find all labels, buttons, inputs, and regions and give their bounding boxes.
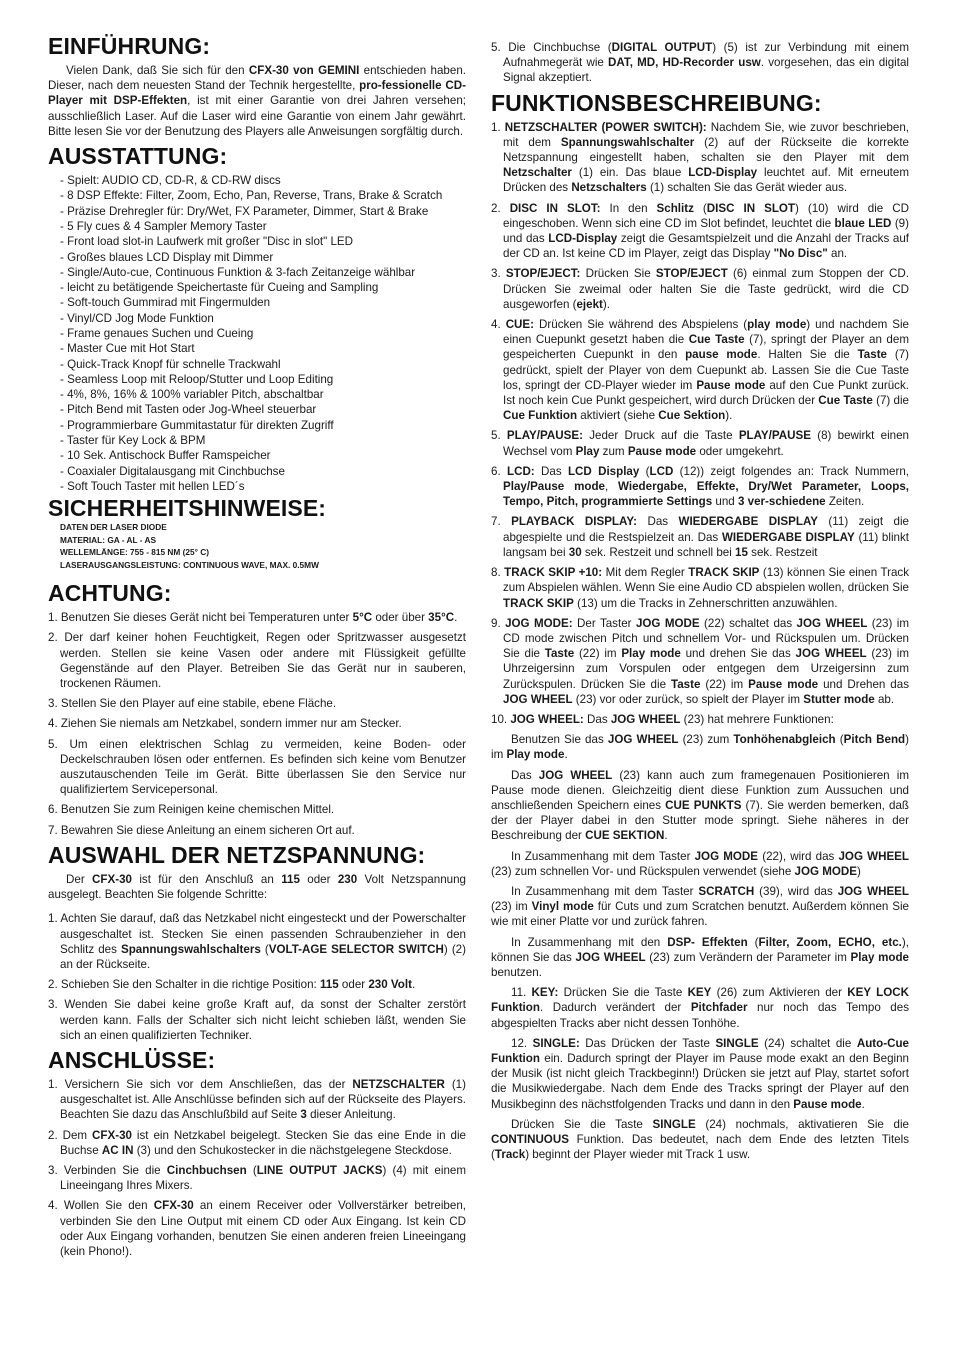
voltage-list: [48, 911, 466, 1043]
list-item: 3. STOP/EJECT: Drücken Sie STOP/EJECT (6) einmal zum Stoppen der CD. Drücken Sie zweimal oder halten Sie die Taste gedrückt, wird die CD ausgeworfen (ejekt).: [491, 267, 910, 311]
list-item: 10. JOG WHEEL: Das JOG WHEEL (23) hat mehrere Funktionen:: [491, 712, 834, 726]
list-item: - 4%, 8%, 16% & 100% variabler Pitch, abschaltbar: [60, 388, 324, 402]
list-item: 4. Ziehen Sie niemals am Netzkabel, sondern immer nur am Stecker.: [48, 717, 402, 731]
list-item: - Präzise Drehregler für: Dry/Wet, FX Parameter, Dimmer, Start & Brake: [60, 204, 429, 218]
right-column: [491, 40, 909, 1167]
list-item: 4. Wollen Sie den CFX-30 an einem Receiver oder Vollverstärker betreiben, verbinden Sie den Line Output mit einem CD oder Aux Eingang. Ist kein CD oder Aux Eingang vorhanden, benutzen Sie einen anderen freien Lineeingang (kein Phono!).: [48, 1199, 466, 1258]
list-item: 9. JOG MODE: Der Taster JOG MODE (22) schaltet das JOG WHEEL (23) im CD mode zwischen Pitch und schnellem Vor- und Rückspulen um. Drücken Sie die Taste (22) im Play mode und drehen Sie das JOG WHEEL (23) im Uhrzeigersinn zum Vorspulen oder entgegen dem Urzeigersinn zum Zurückspulen. Drücken Sie die Taste (22) im Pause mode und Drehen das JOG WHEEL (23) vor oder zurück, so spielt der Player im Stutter mode ab.: [491, 616, 910, 706]
laser-line: MATERIAL: GA - AL - AS: [60, 534, 157, 545]
paragraph: In Zusammenhang mit dem Taster SCRATCH (39), wird das JOG WHEEL (23) im Vinyl mode für Cuts und zum Scratchen benutzt. Außerdem können Sie wie mit einer Platte vor und zurück fahren.: [491, 884, 909, 929]
paragraph: 11. KEY: Drücken Sie die Taste KEY (26) zum Aktivieren der KEY LOCK Funktion. Dadurch verändert der Pitchfader nur noch das Tempo des abgespielten Tracks aber nicht dessen Tonhöhe.: [491, 986, 909, 1030]
list-item: - Vinyl/CD Jog Mode Funktion: [60, 311, 214, 325]
list-item: 1. Benutzen Sie dieses Gerät nicht bei Temperaturen unter 5°C oder über 35°C.: [48, 611, 458, 625]
features-list: [60, 173, 466, 494]
list-item: 1. Versichern Sie sich vor dem Anschließen, das der NETZSCHALTER (1) ausgeschaltet ist. Alle Anschlüsse befinden sich auf der Rückseite des Players. Beachten Sie dazu das Anschlußbild auf Seite 3 dieser Anleitung.: [48, 1077, 466, 1122]
intro-heading: EINFÜHRUNG:: [48, 33, 211, 59]
paragraph: In Zusammenhang mit den DSP- Effekten (Filter, Zoom, ECHO, etc.), können Sie das JOG WHEEL (23) zum Verändern der Parameter im Play mode benutzen.: [491, 935, 910, 979]
paragraph: Benutzen Sie das JOG WHEEL (23) zum Tonhöhenabgleich (Pitch Bend) im Play mode.: [491, 733, 909, 762]
list-item: 7. PLAYBACK DISPLAY: Das WIEDERGABE DISPLAY (11) zeigt die abgespielte und die Restspielzeit an. Das WIEDERGABE DISPLAY (11) blinkt langsam bei 30 sek. Restzeit und schnell bei 15 sek. Restzeit: [491, 515, 909, 559]
list-item: - 10 Sek. Antischock Buffer Ramspeicher: [60, 449, 271, 463]
list-item: - Frame genaues Suchen und Cueing: [60, 326, 254, 340]
laser-line: DATEN DER LASER DIODE: [60, 522, 167, 533]
caution-list: [48, 610, 466, 838]
list-item: 5. Die Cinchbuchse (DIGITAL OUTPUT) (5) ist zur Verbindung mit einem Aufnahmegerät wie DAT, MD, HD-Recorder usw. vorgesehen, das ein digital Signal akzeptiert.: [491, 41, 910, 85]
list-item: 4. CUE: Drücken Sie während des Abspielens (play mode) und nachdem Sie einen Cuepunkt gesetzt haben die Cue Taste (7), springt der Player an dem gespeicherten Cuepunkt in den pause mode. Halten Sie die Taste (7) gedrückt, spielt der Player von dem Cuepunkt ab. Lassen Sie die Cue Taste los, springt der CD-Player wieder im Pause mode auf den Cue Punkt zurück. Ist noch kein Cue Punkt gespeichert, wird durch Drücken der Cue Taste (7) die Cue Funktion aktiviert (siehe Cue Sektion).: [491, 318, 909, 423]
list-item: 5. Um einen elektrischen Schlag zu vermeiden, keine Boden- oder Deckelschrauben lösen oder entfernen. Es befinden sich keine vom Benutzer auszutauschenden Teile im Gerät. Bitte überlassen Sie den Service nur qualifiziertem Servicepersonal.: [48, 737, 466, 797]
laser-line: WELLEMLÄNGE: 755 - 815 NM (25° C): [60, 547, 209, 558]
voltage-heading: AUSWAHL DER NETZSPANNUNG:: [48, 841, 426, 868]
list-item: - Single/Auto-cue, Continuous Funktion & 3-fach Zeitanzeige wählbar: [60, 265, 416, 279]
safety-heading: SICHERHEITSHINWEISE:: [48, 495, 327, 522]
list-item: 7. Bewahren Sie diese Anleitung an einem sicheren Ort auf.: [48, 823, 355, 837]
connections-heading: ANSCHLÜSSE:: [48, 1046, 216, 1073]
intro-text: Vielen Dank, daß Sie sich für den CFX-30 von GEMINI entschieden haben. Dieser, nach dem neuesten Stand der Technik hergestellte, pro-fessionelle CD-Player mit DSP-Effekten, ist mit einer Garantie von drei Jahren versehen; ausschließlich Laser. Auf die Laser wird eine Garantie von einem Jahr gewährt. Bitte lesen Sie vor der Benutzung des Players alle Anweisungen sorgfältig durch.: [48, 64, 466, 138]
list-item: - Programmierbare Gummitastatur für direkten Zugriff: [60, 418, 334, 432]
functions-paras: [491, 732, 909, 1162]
list-item: 5. PLAY/PAUSE: Jeder Druck auf die Taste PLAY/PAUSE (8) bewirkt einen Wechsel vom Play zum Pause mode oder umgekehrt.: [491, 429, 909, 458]
list-item: 2. Schieben Sie den Schalter in die richtige Position: 115 oder 230 Volt.: [48, 978, 416, 992]
connections-list-left: [48, 1077, 466, 1259]
list-item: - Front load slot-in Laufwerk mit großer "Disc in slot" LED: [60, 235, 354, 249]
left-column: [48, 34, 466, 1264]
list-item: - 5 Fly cues & 4 Sampler Memory Taster: [60, 219, 267, 233]
laser-line: LASERAUSGANGSLEISTUNG: CONTINUOUS WAVE, MAX. 0.5MW: [60, 559, 319, 570]
paragraph: 12. SINGLE: Das Drücken der Taste SINGLE (24) schaltet die Auto-Cue Funktion ein. Dadurch springt der Player im Pause mode exakt an den Beginn der Musik (ist nicht gleich Trackbeginn!) Drücken sie jetzt auf Play, startet sofort die Musikwiedergabe. Nach dem Ende des Tracks springt der Player auf den Musikbeginn des nächstfolgenden Tracks und dann in den Pause mode.: [491, 1036, 910, 1111]
list-item: 2. DISC IN SLOT: In den Schlitz (DISC IN SLOT) (10) wird die CD eingeschoben. Wenn sich eine CD im Slot befindet, leuchtet die blaue LED (9) und das LCD-Display zeigt die Gesamtspielzeit und die Anzahl der Tracks auf der CD an. Ist keine CD im Player, zeigt das Display "No Disc" an.: [491, 201, 910, 261]
list-item: 1. NETZSCHALTER (POWER SWITCH): Nachdem Sie, wie zuvor beschrieben, mit dem Spannungswahlschalter (2) auf der Rückseite die korrekte Netzspannung eingestellt haben, schalten sie den Player mit dem Netzschalter (1) ein. Das blaue LCD-Display leuchtet auf. Mit erneutem Drücken des Netzschalters (1) schalten Sie das Gerät wieder aus.: [491, 120, 910, 195]
list-item: - 8 DSP Effekte: Filter, Zoom, Echo, Pan, Reverse, Trans, Brake & Scratch: [60, 189, 443, 203]
list-item: 3. Wenden Sie dabei keine große Kraft auf, da sonst der Schalter zerstört werden kann. Falls der Schalter sich nicht leicht schieben läßt, wenden Sie sich an einen qualifizierten Techniker.: [48, 998, 466, 1042]
list-item: - leicht zu betätigende Speichertaste für Cueing and Sampling: [60, 281, 379, 295]
features-heading: AUSSTATTUNG:: [48, 143, 228, 170]
connections-list-right: [491, 40, 909, 86]
paragraph: In Zusammenhang mit dem Taster JOG MODE (22), wird das JOG WHEEL (23) zum schnellen Vor- und Rückspulen verwendet (siehe JOG MODE): [491, 849, 909, 878]
list-item: - Coaxialer Digitalausgang mit Cinchbuchse: [60, 464, 285, 478]
list-item: 2. Der darf keiner hohen Feuchtigkeit, Regen oder Spritzwasser ausgesetzt werden. Stellen sie keine Vasen oder andere mit Flüssigkeit gefüllte Gegenstände auf den Player. Betreiben Sie das Gerät nur in sauberen, trockenen Räumen.: [48, 631, 466, 691]
list-item: - Spielt: AUDIO CD, CD-R, & CD-RW discs: [60, 174, 281, 188]
list-item: - Großes blaues LCD Display mit Dimmer: [60, 250, 274, 264]
functions-heading: FUNKTIONSBESCHREIBUNG:: [491, 89, 822, 116]
functions-list: [491, 120, 909, 728]
paragraph: Das JOG WHEEL (23) kann auch zum framegenauen Positionieren im Pause mode dienen. Gleichzeitig dient diese Funktion zum Aussuchen und anschließenden Speichern eines CUE PUNKTS (7). Sie werden bemerken, daß der der Player dabei in den Stutter mode springt. Siehe näheres in der Beschreibung der CUE SEKTION.: [491, 768, 909, 843]
list-item: 8. TRACK SKIP +10: Mit dem Regler TRACK SKIP (13) können Sie einen Track zum Abspielen wählen. Wenn Sie eine Audio CD abspielen wollen, drücken Sie TRACK SKIP (13) um die Tracks in Zehnerschritten anzuwählen.: [491, 566, 910, 610]
list-item: - Taster für Key Lock & BPM: [60, 434, 206, 448]
list-item: - Seamless Loop mit Reloop/Stutter und Loop Editing: [60, 372, 334, 386]
list-item: - Soft-touch Gummirad mit Fingermulden: [60, 296, 271, 310]
list-item: - Soft Touch Taster mit hellen LED´s: [60, 479, 245, 493]
list-item: 2. Dem CFX-30 ist ein Netzkabel beigelegt. Stecken Sie das eine Ende in die Buchse AC IN (3) und den Schukostecker in die nächstgelegene Steckdose.: [48, 1128, 467, 1157]
list-item: 1. Achten Sie darauf, daß das Netzkabel nicht eingesteckt und der Powerschalter ausgeschaltet ist. Stecken Sie einen passenden Schraubenzieher in den Schlitz des Spannungswahlschalters (VOLT-AGE SELECTOR SWITCH) (2) an der Rückseite.: [48, 912, 466, 971]
list-item: - Master Cue mit Hot Start: [60, 342, 195, 356]
list-item: 6. Benutzen Sie zum Reinigen keine chemischen Mittel.: [48, 803, 335, 817]
list-item: 3. Stellen Sie den Player auf eine stabile, ebene Fläche.: [48, 697, 337, 711]
list-item: 3. Verbinden Sie die Cinchbuchsen (LINE OUTPUT JACKS) (4) mit einem Lineeingang Ihres Mixers.: [48, 1163, 467, 1193]
laser-data: [60, 521, 466, 571]
paragraph: Drücken Sie die Taste SINGLE (24) nochmals, aktivatieren Sie die CONTINUOUS Funktion. Das bedeutet, nach dem Ende des letzten Titels (Track) beginnt der Player wieder mit Track 1 usw.: [491, 1117, 909, 1162]
list-item: - Pitch Bend mit Tasten oder Jog-Wheel steuerbar: [60, 403, 317, 417]
list-item: 6. LCD: Das LCD Display (LCD (12)) zeigt folgendes an: Track Nummern, Play/Pause mode, Wiedergabe, Effekte, Dry/Wet Parameter, Loops, Tempo, Pitch, programmierte Settings und 3 ver-schiedene Zeiten.: [491, 464, 910, 509]
voltage-intro: Der CFX-30 ist für den Anschluß an 115 oder 230 Volt Netzspannung ausgelegt. Beachten Sie folgende Schritte:: [48, 872, 466, 902]
caution-heading: ACHTUNG:: [48, 580, 172, 607]
list-item: - Quick-Track Knopf für schnelle Trackwahl: [60, 357, 281, 371]
